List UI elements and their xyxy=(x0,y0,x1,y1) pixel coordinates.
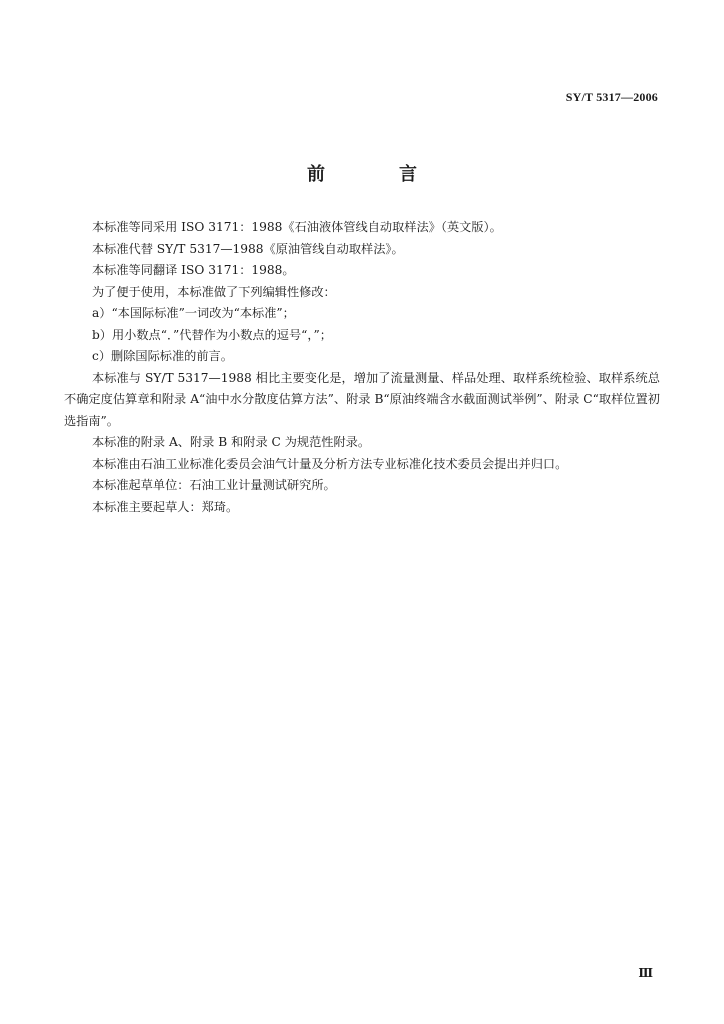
standard-code: SY/T 5317—2006 xyxy=(565,90,658,104)
list-item-a: a）“本国际标准”一词改为“本标准”； xyxy=(92,306,295,320)
paragraph-translation: 本标准等同翻译 ISO 3171：1988。 xyxy=(92,263,295,277)
paragraph-annexes: 本标准的附录 A、附录 B 和附录 C 为规范性附录。 xyxy=(92,435,371,449)
page-title: 前 言 xyxy=(307,164,445,185)
paragraph-drafting-unit: 本标准起草单位：石油工业计量测试研究所。 xyxy=(92,478,336,492)
paragraph-adoption: 本标准等同采用 ISO 3171：1988《石油液体管线自动取样法》（英文版）。 xyxy=(92,220,502,234)
list-item-b: b）用小数点“．”代替作为小数点的逗号“，”； xyxy=(92,327,332,342)
list-item-c: c）删除国际标准的前言。 xyxy=(92,349,233,363)
paragraph-drafters: 本标准主要起草人：郑琦。 xyxy=(92,499,239,514)
paragraph-proposer: 本标准由石油工业标准化委员会油气计量及分析方法专业标准化技术委员会提出并归口。 xyxy=(92,456,568,471)
page-number: Ⅲ xyxy=(638,966,653,980)
paragraph-editorial-intro: 为了便于使用，本标准做了下列编辑性修改： xyxy=(92,284,336,299)
foreword-body xyxy=(64,217,660,518)
paragraph-replaces: 本标准代替 SY/T 5317—1988《原油管线自动取样法》。 xyxy=(92,241,404,256)
paragraph-main-changes: 本标准与 SY/T 5317—1988 相比主要变化是，增加了流量测量、样品处理、取样系统检验、取样系统总不确定度估算章和附录 A“油中水分散度估算方法”、附录 B“原油终端含水截面测试举例”、附录 C“取样位置初选指南”。 xyxy=(64,370,660,428)
